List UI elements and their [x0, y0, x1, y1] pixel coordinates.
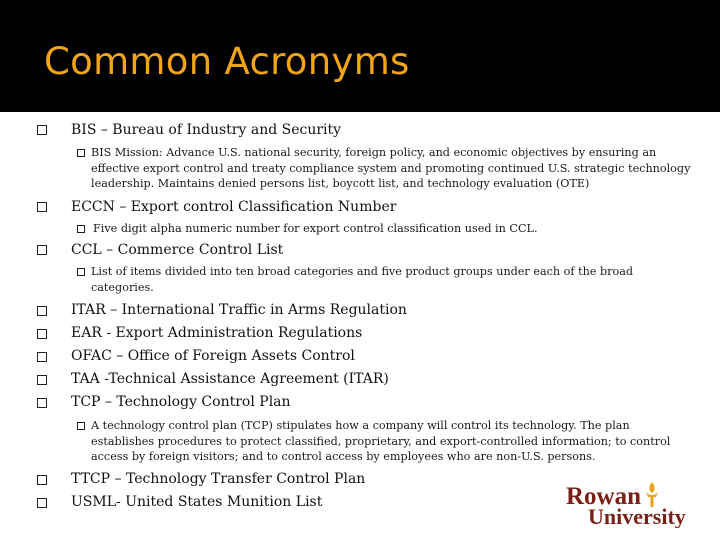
acronym-item-usml: USML- United States Munition List	[71, 494, 323, 510]
sub-bullet-icon	[77, 149, 85, 157]
bullet-icon	[37, 498, 47, 508]
sub-bullet-icon	[77, 225, 85, 233]
acronym-item-ttcp: TTCP – Technology Transfer Control Plan	[71, 471, 366, 487]
bullet-icon	[37, 306, 47, 316]
acronym-item-taa: TAA -Technical Assistance Agreement (ITAR)	[71, 371, 389, 387]
acronym-item-bis: BIS – Bureau of Industry and Security	[71, 122, 342, 138]
acronym-item-eccn: ECCN – Export control Classification Number	[71, 199, 397, 215]
bullet-icon	[37, 352, 47, 362]
acronym-detail-tcp: A technology control plan (TCP) stipulates how a company will control its technology. The plan establishes procedures to protect classified, proprietary, and export-controlled information; to control access by foreign visitors; and to control access by employees who are non-U.S. persons.	[91, 419, 671, 464]
bullet-icon	[37, 329, 47, 339]
acronym-item-ofac: OFAC – Office of Foreign Assets Control	[71, 348, 355, 364]
acronym-item-itar: ITAR – International Traffic in Arms Regulation	[71, 302, 407, 318]
title-bar	[0, 0, 720, 112]
rowan-university-logo	[562, 478, 702, 528]
bullet-icon	[37, 375, 47, 385]
acronym-detail-bis: BIS Mission: Advance U.S. national security, foreign policy, and economic objectives by ensuring an effective export control and treaty compliance system and promoting continued U.S. strategic technology leadership. Maintains denied persons list, boycott list, and technology evaluation (OTE)	[91, 146, 691, 191]
acronym-detail-ccl: List of items divided into ten broad categories and five product groups under each of the broad categories.	[91, 265, 634, 294]
acronym-item-ccl: CCL – Commerce Control List	[71, 242, 284, 258]
bullet-icon	[37, 398, 47, 408]
slide-title: Common Acronyms	[44, 40, 410, 83]
sub-bullet-icon	[77, 422, 85, 430]
bullet-icon	[37, 245, 47, 255]
sub-bullet-icon	[77, 268, 85, 276]
logo-line-1: Rowan	[566, 483, 642, 510]
acronym-detail-eccn: Five digit alpha numeric number for export control classification used in CCL.	[93, 222, 538, 235]
bullet-icon	[37, 475, 47, 485]
logo-line-2: University	[588, 504, 686, 528]
bullet-icon	[37, 202, 47, 212]
bullet-icon	[37, 125, 47, 135]
acronym-item-ear: EAR - Export Administration Regulations	[71, 325, 363, 341]
acronym-item-tcp: TCP – Technology Control Plan	[71, 394, 291, 410]
